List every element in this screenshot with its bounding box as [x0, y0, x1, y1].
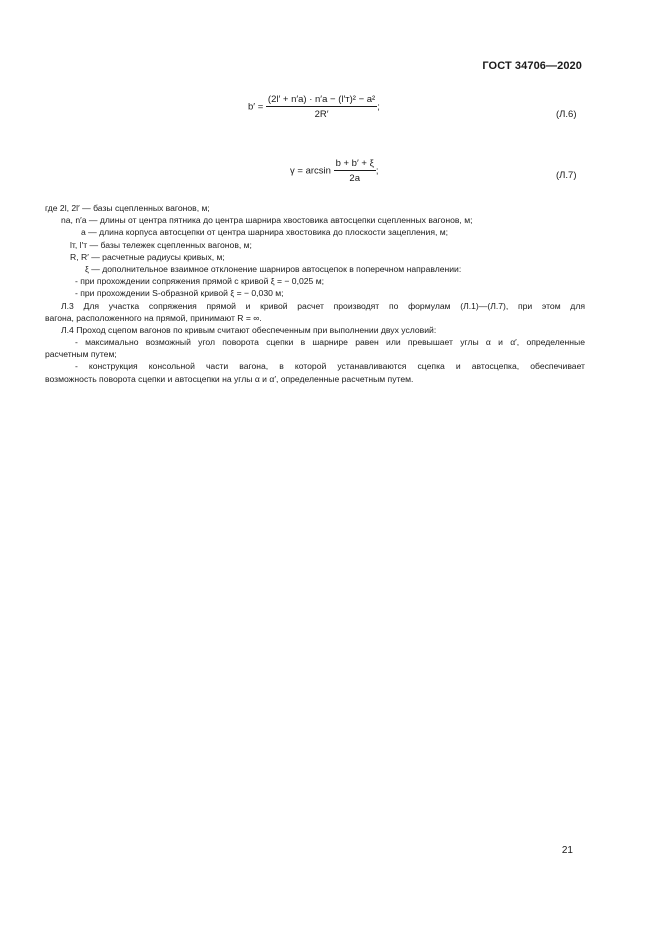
definition-symbol: lт, l′т: [70, 239, 88, 250]
formula-l6-numerator: (2l′ + n′a) · n′a − (l′т)² − a²: [267, 94, 376, 105]
definition-text: — длина корпуса автосцепки от центра шарнира хвостовика до плоскости зацепления, м;: [85, 227, 449, 238]
formula-l7-fraction: [334, 158, 376, 184]
formula-l7-lhs: γ = arcsin: [290, 165, 331, 177]
formula-l7-number: (Л.7): [556, 170, 577, 181]
definition-symbol: ξ: [85, 263, 89, 274]
definition-text: — базы тележек сцепленных вагонов, м;: [87, 239, 252, 250]
formula-l7-denominator: 2a: [349, 173, 360, 184]
formula-l6-tail: ;: [377, 101, 380, 113]
definition-symbol: na, n′a: [61, 215, 87, 226]
definition-text: — длины от центра пятника до центра шарнира хвостовика автосцепки сцепленных вагонов, м;: [86, 215, 473, 226]
list-item: - при прохождении сопряжения прямой с кривой ξ = − 0,025 м;: [75, 276, 324, 287]
definition-line: [45, 263, 585, 275]
definition-line: [45, 226, 585, 238]
definition-symbol: R, R′: [70, 251, 89, 262]
paragraph-l3-line: вагона, расположенного на прямой, принимают R = ∞.: [45, 312, 262, 323]
formula-l6-fraction: [266, 94, 377, 120]
bullet-line: возможность поворота сцепки и автосцепки на углы α и α′, определенные расчетным путем.: [45, 373, 414, 384]
list-item: - при прохождении S-образной кривой ξ = − 0,030 м;: [75, 288, 284, 299]
formula-l7-tail: ;: [375, 165, 379, 177]
bullet-line: расчетным путем;: [45, 349, 117, 360]
definition-symbol: где 2l, 2l′: [45, 203, 80, 213]
page-number: 21: [561, 845, 573, 856]
definition-text: — базы сцепленных вагонов, м;: [79, 203, 210, 213]
bullet-line: - максимально возможный угол поворота сцепки в шарнире равен или превышает углы α и α′, определенные: [75, 337, 585, 348]
formula-l6-denominator: 2R′: [314, 109, 329, 120]
body-text: [45, 202, 585, 385]
paragraph-l3-line: Л.3 Для участка сопряжения прямой и кривой расчет производят по формулам (Л.1)—(Л.7), при этом для: [61, 300, 585, 311]
definition-text: — дополнительное взаимное отклонение шарниров автосцепок в поперечном направлении:: [88, 263, 462, 274]
definition-line: [45, 251, 585, 263]
definition-line: [45, 214, 585, 226]
bullet-line: - конструкция консольной части вагона, в которой устанавливаются сцепка и автосцепка, обеспечивает: [75, 361, 585, 372]
definition-line: [45, 202, 585, 214]
definition-text: — расчетные радиусы кривых, м;: [88, 251, 225, 262]
definition-line: [45, 239, 585, 251]
document-header: ГОСТ 34706—2020: [482, 60, 582, 72]
formula-l7-numerator: b + b′ + ξ: [335, 158, 374, 169]
formula-l6-lhs: b′ =: [248, 101, 264, 113]
paragraph-l4-line: Л.4 Проход сцепом вагонов по кривым считают обеспеченным при выполнении двух условий:: [61, 324, 437, 335]
definition-symbol: a: [81, 227, 86, 238]
formula-l6-number: (Л.6): [556, 109, 577, 120]
formula-l6: [248, 94, 380, 120]
formula-l7: [290, 158, 378, 184]
